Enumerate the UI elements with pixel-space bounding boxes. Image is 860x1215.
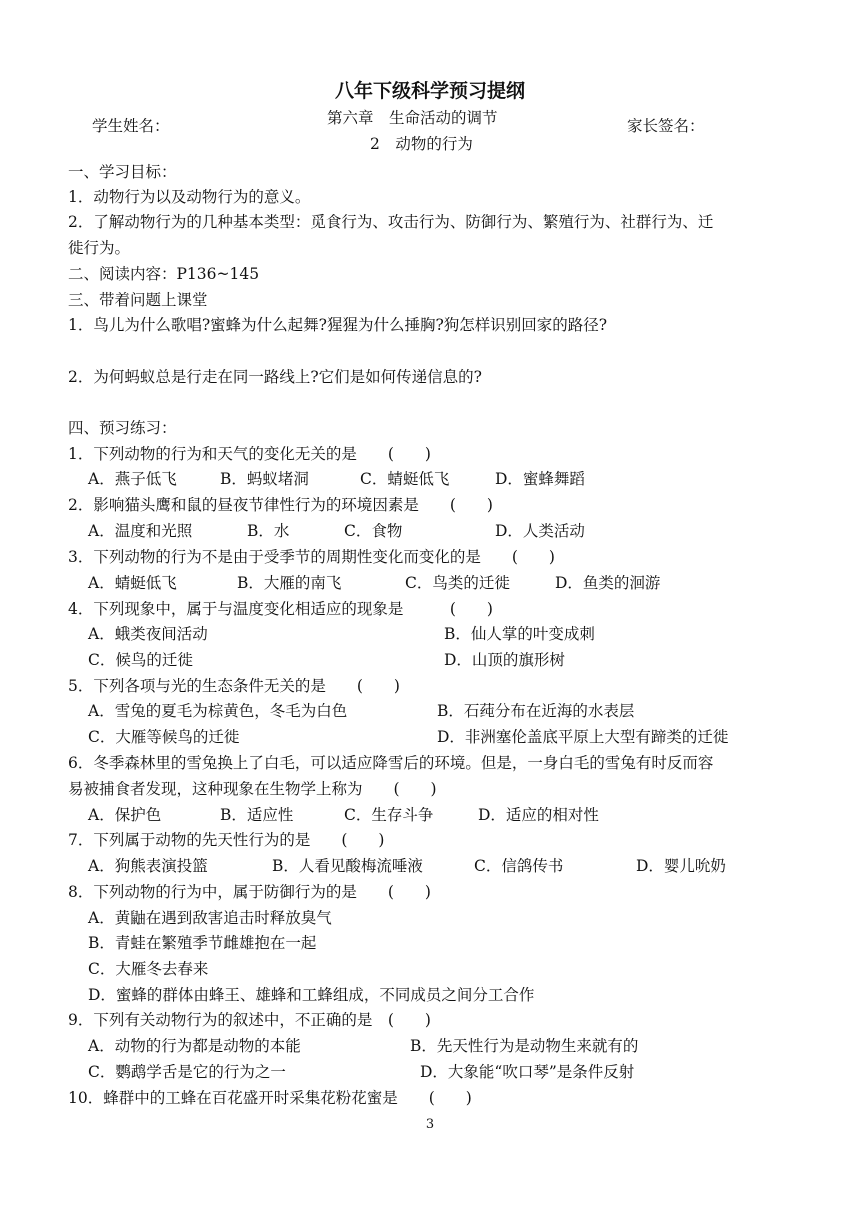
goal-item-2-cont: 徙行为。 [68, 239, 131, 257]
practice-2-option-a: A．温度和光照 [88, 522, 193, 540]
question-2: 2．为何蚂蚁总是行走在同一路线上?它们是如何传递信息的? [68, 368, 482, 386]
practice-10-stem: 10．蜂群中的工蜂在百花盛开时采集花粉花蜜是 ( ) [68, 1089, 472, 1107]
practice-4-stem: 4．下列现象中，属于与温度变化相适应的现象是 ( ) [68, 600, 493, 618]
practice-7-option-b: B．人看见酸梅流唾液 [272, 857, 423, 875]
goal-item-2: 2．了解动物行为的几种基本类型：觅食行为、攻击行为、防御行为、繁殖行为、社群行为、迁 [68, 213, 714, 231]
goal-item-1: 1．动物行为以及动物行为的意义。 [68, 188, 311, 206]
practice-2-option-b: B．水 [247, 522, 290, 540]
practice-4-option-b: B．仙人掌的叶变成刺 [444, 625, 595, 643]
practice-7-stem: 7．下列属于动物的先天性行为的是 ( ) [68, 831, 385, 849]
practice-4-option-c: C．候鸟的迁徙 [88, 651, 193, 669]
practice-1-option-c: C．蜻蜓低飞 [360, 470, 450, 488]
practice-2-option-c: C．食物 [344, 522, 403, 540]
practice-9-option-b: B．先天性行为是动物生来就有的 [410, 1037, 639, 1055]
practice-4-option-a: A．蛾类夜间活动 [88, 625, 208, 643]
practice-6-option-d: D．适应的相对性 [478, 806, 599, 824]
question-1: 1．鸟儿为什么歌唱?蜜蜂为什么起舞?猩猩为什么捶胸?狗怎样识别回家的路径? [68, 316, 608, 334]
practice-1-option-a: A．燕子低飞 [88, 470, 177, 488]
practice-2-stem: 2．影响猫头鹰和鼠的昼夜节律性行为的环境因素是 ( ) [68, 496, 493, 514]
practice-6-option-a: A．保护色 [88, 806, 162, 824]
practice-3-stem: 3．下列动物的行为不是由于受季节的周期性变化而变化的是 ( ) [68, 548, 555, 566]
practice-8-option-c: C．大雁冬去春来 [88, 960, 209, 978]
practice-3-option-d: D．鱼类的洄游 [555, 574, 661, 592]
practice-5-option-d: D．非洲塞伦盖底平原上大型有蹄类的迁徙 [437, 728, 729, 746]
practice-2-option-d: D．人类活动 [495, 522, 585, 540]
practice-6-stem: 6．冬季森林里的雪兔换上了白毛，可以适应降雪后的环境。但是，一身白毛的雪兔有时反而容 [68, 754, 714, 772]
practice-7-option-a: A．狗熊表演投篮 [88, 857, 208, 875]
practice-6-option-c: C．生存斗争 [344, 806, 434, 824]
practice-1-stem: 1．下列动物的行为和天气的变化无关的是 ( ) [68, 445, 431, 463]
practice-4-option-d: D．山顶的旗形树 [444, 651, 565, 669]
practice-8-option-b: B．青蛙在繁殖季节雌雄抱在一起 [88, 934, 317, 952]
student-name-label: 学生姓名： [92, 117, 170, 135]
practice-8-stem: 8．下列动物的行为中，属于防御行为的是 ( ) [68, 883, 431, 901]
practice-5-option-b: B．石莼分布在近海的水表层 [437, 702, 635, 720]
practice-9-option-a: A．动物的行为都是动物的本能 [88, 1037, 301, 1055]
chapter-title: 第六章 生命活动的调节 [327, 109, 498, 127]
practice-1-option-d: D．蜜蜂舞蹈 [495, 470, 585, 488]
practice-5-stem: 5．下列各项与光的生态条件无关的是 ( ) [68, 677, 400, 695]
practice-9-option-c: C．鹦鹉学舌是它的行为之一 [88, 1063, 286, 1081]
practice-8-option-a: A．黄鼬在遇到敌害追击时释放臭气 [88, 909, 332, 927]
practice-3-option-b: B．大雁的南飞 [237, 574, 342, 592]
section-title: 2 动物的行为 [370, 135, 473, 153]
practice-7-option-d: D．婴儿吮奶 [636, 857, 726, 875]
page-number: 3 [425, 1117, 435, 1132]
page-title: 八年下级科学预习提纲 [334, 80, 525, 102]
practice-6-option-b: B．适应性 [220, 806, 294, 824]
practice-9-stem: 9．下列有关动物行为的叙述中，不正确的是 ( ) [68, 1011, 431, 1029]
practice-7-option-c: C．信鸽传书 [474, 857, 564, 875]
reading-heading: 二、阅读内容：P136~145 [68, 265, 260, 283]
practice-heading: 四、预习练习： [68, 419, 177, 437]
practice-3-option-c: C．鸟类的迁徙 [405, 574, 510, 592]
practice-3-option-a: A．蜻蜓低飞 [88, 574, 177, 592]
questions-heading: 三、带着问题上课堂 [68, 291, 208, 309]
practice-5-option-a: A．雪兔的夏毛为棕黄色，冬毛为白色 [88, 702, 348, 720]
goals-heading: 一、学习目标： [68, 163, 177, 181]
practice-8-option-d: D．蜜蜂的群体由蜂王、雄蜂和工蜂组成，不同成员之间分工合作 [88, 986, 535, 1004]
practice-6-stem-cont: 易被捕食者发现，这种现象在生物学上称为 ( ) [68, 780, 437, 798]
parent-signature-label: 家长签名： [627, 117, 705, 135]
practice-1-option-b: B．蚂蚁堵洞 [220, 470, 309, 488]
practice-5-option-c: C．大雁等候鸟的迁徙 [88, 728, 240, 746]
practice-9-option-d: D．大象能“吹口琴”是条件反射 [420, 1063, 635, 1081]
